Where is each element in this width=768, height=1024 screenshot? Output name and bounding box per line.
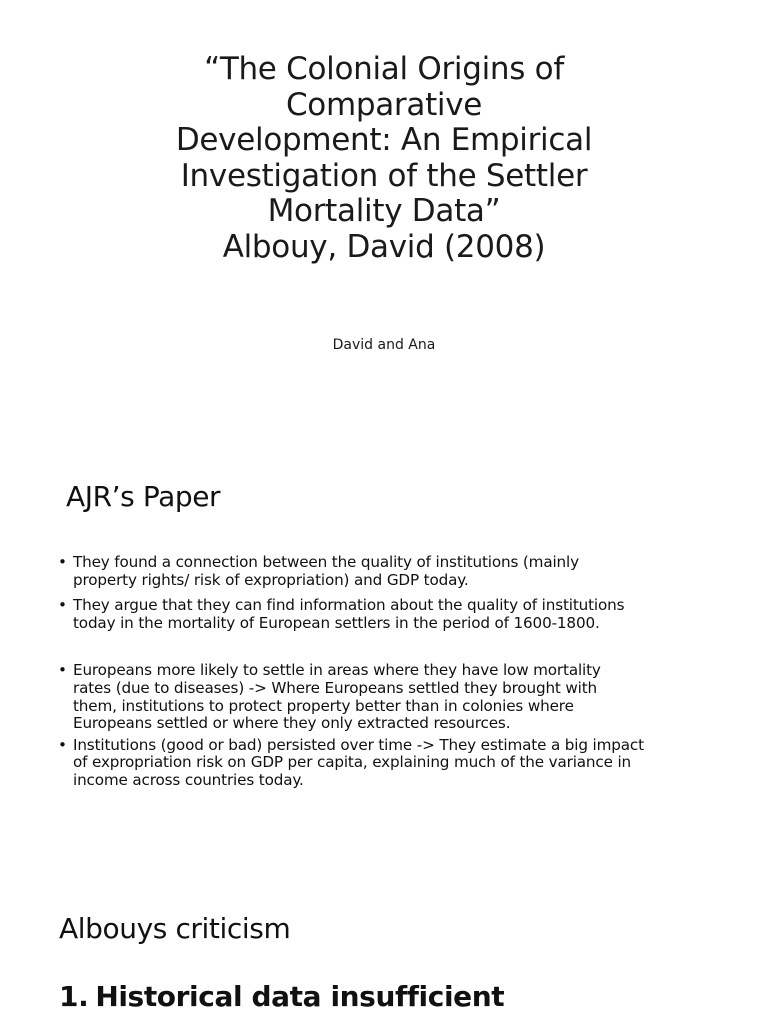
bullet-line: of expropriation risk on GDP per capita, explaining much of the variance in bbox=[73, 753, 632, 772]
bullet-line: • Europeans more likely to settle in areas where they have low mortality bbox=[73, 661, 601, 680]
bullet-line: income across countries today. bbox=[73, 770, 304, 789]
bullet-line: • They argue that they can find information about the quality of institutions bbox=[73, 596, 625, 615]
title-line: Comparative bbox=[285, 86, 483, 123]
ajr-bullet-list bbox=[58, 554, 758, 790]
authors-subtitle: David and Ana bbox=[332, 337, 436, 353]
bullet-line: today in the mortality of European settlers in the period of 1600-1800. bbox=[73, 613, 600, 632]
point-text: Historical data insufficient bbox=[95, 980, 505, 1013]
bullet-line: them, institutions to protect property better than in colonies where bbox=[73, 696, 574, 715]
bullet-item bbox=[58, 597, 758, 632]
albouys-criticism-heading: Albouys criticism bbox=[59, 912, 291, 945]
ajr-paper-heading: AJR’s Paper bbox=[66, 480, 221, 513]
bullet-line: property rights/ risk of expropriation) and GDP today. bbox=[73, 570, 469, 589]
bullet-item bbox=[58, 662, 758, 732]
bullet-item bbox=[58, 737, 758, 790]
title-line: “The Colonial Origins of bbox=[204, 51, 564, 87]
title-line: Albouy, David (2008) bbox=[222, 228, 546, 265]
bullet-line: Europeans settled or where they only extracted resources. bbox=[73, 714, 511, 733]
title-line: Mortality Data” bbox=[267, 193, 501, 229]
bullet-line: • They found a connection between the quality of institutions (mainly bbox=[73, 553, 579, 571]
title-line: Investigation of the Settler bbox=[180, 157, 588, 194]
bullet-item bbox=[58, 554, 758, 589]
slide-title bbox=[84, 52, 684, 265]
bullet-line: • Institutions (good or bad) persisted over time -> They estimate a big impact bbox=[73, 735, 644, 754]
bullet-line: rates (due to diseases) -> Where Europeans settled they brought with bbox=[73, 678, 598, 697]
point-number: 1. bbox=[59, 980, 89, 1013]
numbered-point-heading bbox=[59, 980, 504, 1014]
title-line: Development: An Empirical bbox=[175, 122, 593, 158]
